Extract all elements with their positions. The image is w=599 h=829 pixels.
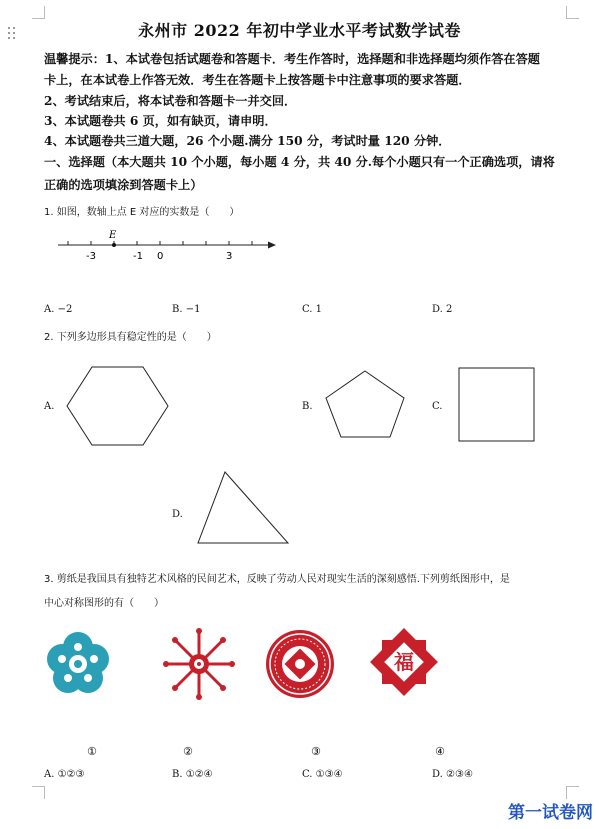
q1-option-d: D. 2 — [432, 304, 453, 315]
section-heading-line-2: 正确的选项填涂到答题卡上） — [44, 178, 203, 192]
tick-label-0: 0 — [157, 251, 164, 262]
q3-option-c: C. ①③④ — [302, 769, 343, 780]
q3-option-d: D. ②③④ — [432, 769, 473, 780]
papercut-2-red-burst — [163, 628, 235, 700]
notes-line-4: 3、本试题卷共 6 页，如有缺页，请申明． — [44, 114, 277, 128]
fu-character: 福 — [394, 650, 414, 674]
notes-line-3: 2、考试结束后，将本试卷和答题卡一并交回． — [44, 94, 297, 108]
tick-label-neg1: -1 — [133, 251, 143, 262]
section-heading-line-1: 一、选择题（本大题共 10 个小题，每小题 4 分，共 40 分.每个小题只有一个正确选项，请将 — [44, 155, 555, 169]
tick-label-neg3: -3 — [86, 251, 96, 262]
papercut-3-red-medallion — [266, 630, 334, 698]
notes-line-2: 卡上，在本试卷上作答无效．考生在答题卡上按答题卡中注意事项的要求答题． — [44, 73, 471, 87]
q1-stem: 1. 如图，数轴上点 E 对应的实数是（ ） — [44, 207, 240, 218]
q3-stem-line-2: 中心对称图形的有（ ） — [44, 598, 164, 609]
papercut-1-blue-flower — [47, 632, 109, 693]
q1-option-b: B. −1 — [172, 304, 201, 315]
q2-stem: 2. 下列多边形具有稳定性的是（ ） — [44, 332, 217, 343]
notes-line-5: 4、本试题卷共三道大题，26 个小题.满分 150 分，考试时量 120 分钟． — [44, 134, 451, 148]
exam-title: 永州市 2022 年初中学业水平考试数学试卷 — [138, 21, 461, 40]
papercut-4-red-fu — [370, 628, 438, 696]
q1-option-a: A. −2 — [44, 304, 73, 315]
q3-stem-line-1: 3. 剪纸是我国具有独特艺术风格的民间艺术，反映了劳动人民对现实生活的深刻感悟.下列剪纸图形中，是 — [44, 574, 510, 585]
figure-label-4: ④ — [435, 745, 445, 758]
figure-label-2: ② — [183, 745, 193, 758]
q2-label-a: A. — [44, 401, 55, 412]
q2-label-c: C. — [432, 401, 443, 412]
point-e-label: E — [109, 230, 117, 241]
q1-option-c: C. 1 — [302, 304, 323, 315]
figure-label-3: ③ — [311, 745, 321, 758]
site-watermark: 第一试卷网 — [508, 803, 593, 823]
q3-option-b: B. ①②④ — [172, 769, 213, 780]
q2-label-d: D. — [172, 509, 183, 520]
q3-option-a: A. ①②③ — [44, 769, 85, 780]
q2-label-b: B. — [302, 401, 313, 412]
tick-label-3: 3 — [226, 251, 233, 262]
notes-line-1: 温馨提示：1、本试卷包括试题卷和答题卡．考生作答时，选择题和非选择题均须作答在答题 — [44, 52, 540, 66]
figure-label-1: ① — [87, 745, 97, 758]
